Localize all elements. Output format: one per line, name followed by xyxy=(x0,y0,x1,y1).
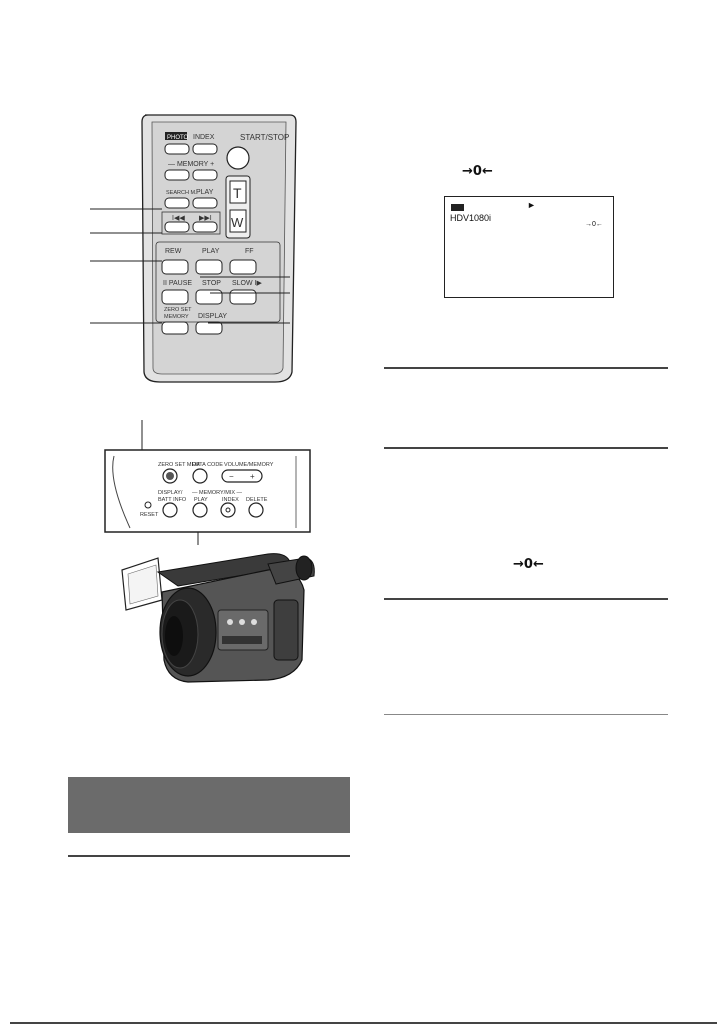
play-panel-button[interactable] xyxy=(193,503,207,517)
camcorder-illustration xyxy=(118,540,318,690)
memory-plus-button[interactable] xyxy=(193,170,217,180)
batt-info-label: BATT INFO xyxy=(158,497,187,503)
svg-text:+: + xyxy=(250,472,255,481)
index-label: INDEX xyxy=(193,134,215,141)
data-code-label: DATA CODE xyxy=(192,462,223,468)
reset-label: RESET xyxy=(140,512,159,518)
section-divider-2 xyxy=(384,447,668,449)
left-column-divider xyxy=(68,855,350,857)
display-batt-label: DISPLAY/ xyxy=(158,490,183,496)
display-batt-button[interactable] xyxy=(163,503,177,517)
stop-label: STOP xyxy=(202,280,221,287)
section-heading-box xyxy=(68,777,350,833)
page-bottom-edge xyxy=(10,1022,717,1024)
remote-callout-lines xyxy=(90,195,310,335)
photo-button[interactable] xyxy=(165,144,189,154)
index-panel-label: INDEX xyxy=(222,497,239,503)
section-divider-4 xyxy=(384,714,668,715)
zero-mark-icon-top: →0← xyxy=(462,164,493,179)
memory-btn-label: MEMORY xyxy=(164,314,189,320)
memory-label: — MEMORY + xyxy=(168,161,215,168)
zero-mark-icon-middle: →0← xyxy=(513,557,544,572)
zoom-t-label: T xyxy=(233,185,242,201)
slow-label: SLOW I▶ xyxy=(232,280,262,287)
play-label: PLAY xyxy=(202,248,220,255)
zoom-w-label: W xyxy=(231,215,244,230)
pause-label: II PAUSE xyxy=(163,280,193,287)
start-stop-button[interactable] xyxy=(227,147,249,169)
photo-label: PHOTO xyxy=(167,135,189,141)
svg-text:−: − xyxy=(229,472,234,481)
battery-icon xyxy=(451,204,464,211)
data-code-button[interactable] xyxy=(193,469,207,483)
delete-label: DELETE xyxy=(246,497,268,503)
lcd-format-label: HDV1080i xyxy=(450,213,492,223)
delete-button[interactable] xyxy=(249,503,263,517)
index-button[interactable] xyxy=(193,144,217,154)
next-icon: ▶▶I xyxy=(199,215,212,222)
search-m-label: SEARCH M. xyxy=(166,190,197,196)
lcd-zero-marker-icon: →0← xyxy=(585,221,603,228)
reset-button[interactable] xyxy=(145,502,151,508)
zero-set-label: ZERO SET xyxy=(164,307,192,313)
section-divider-1 xyxy=(384,367,668,369)
zero-set-mem-label: ZERO SET MEM xyxy=(158,462,200,468)
lcd-screen xyxy=(444,196,614,298)
start-stop-label: START/STOP xyxy=(240,133,290,142)
prev-icon: I◀◀ xyxy=(172,215,185,222)
memory-mix-label: — MEMORY/MIX — xyxy=(192,490,243,496)
memory-minus-button[interactable] xyxy=(165,170,189,180)
play-panel-label: PLAY xyxy=(194,497,208,503)
volume-memory-rocker[interactable] xyxy=(222,470,262,482)
camera-control-panel xyxy=(100,420,320,545)
ff-label: FF xyxy=(245,248,254,255)
lcd-play-indicator: ► xyxy=(527,200,536,210)
section-divider-3 xyxy=(384,598,668,600)
volume-memory-label: VOLUME/MEMORY xyxy=(224,462,274,468)
display-label: DISPLAY xyxy=(198,313,228,320)
play-top-label: PLAY xyxy=(196,189,214,196)
rew-label: REW xyxy=(165,248,182,255)
